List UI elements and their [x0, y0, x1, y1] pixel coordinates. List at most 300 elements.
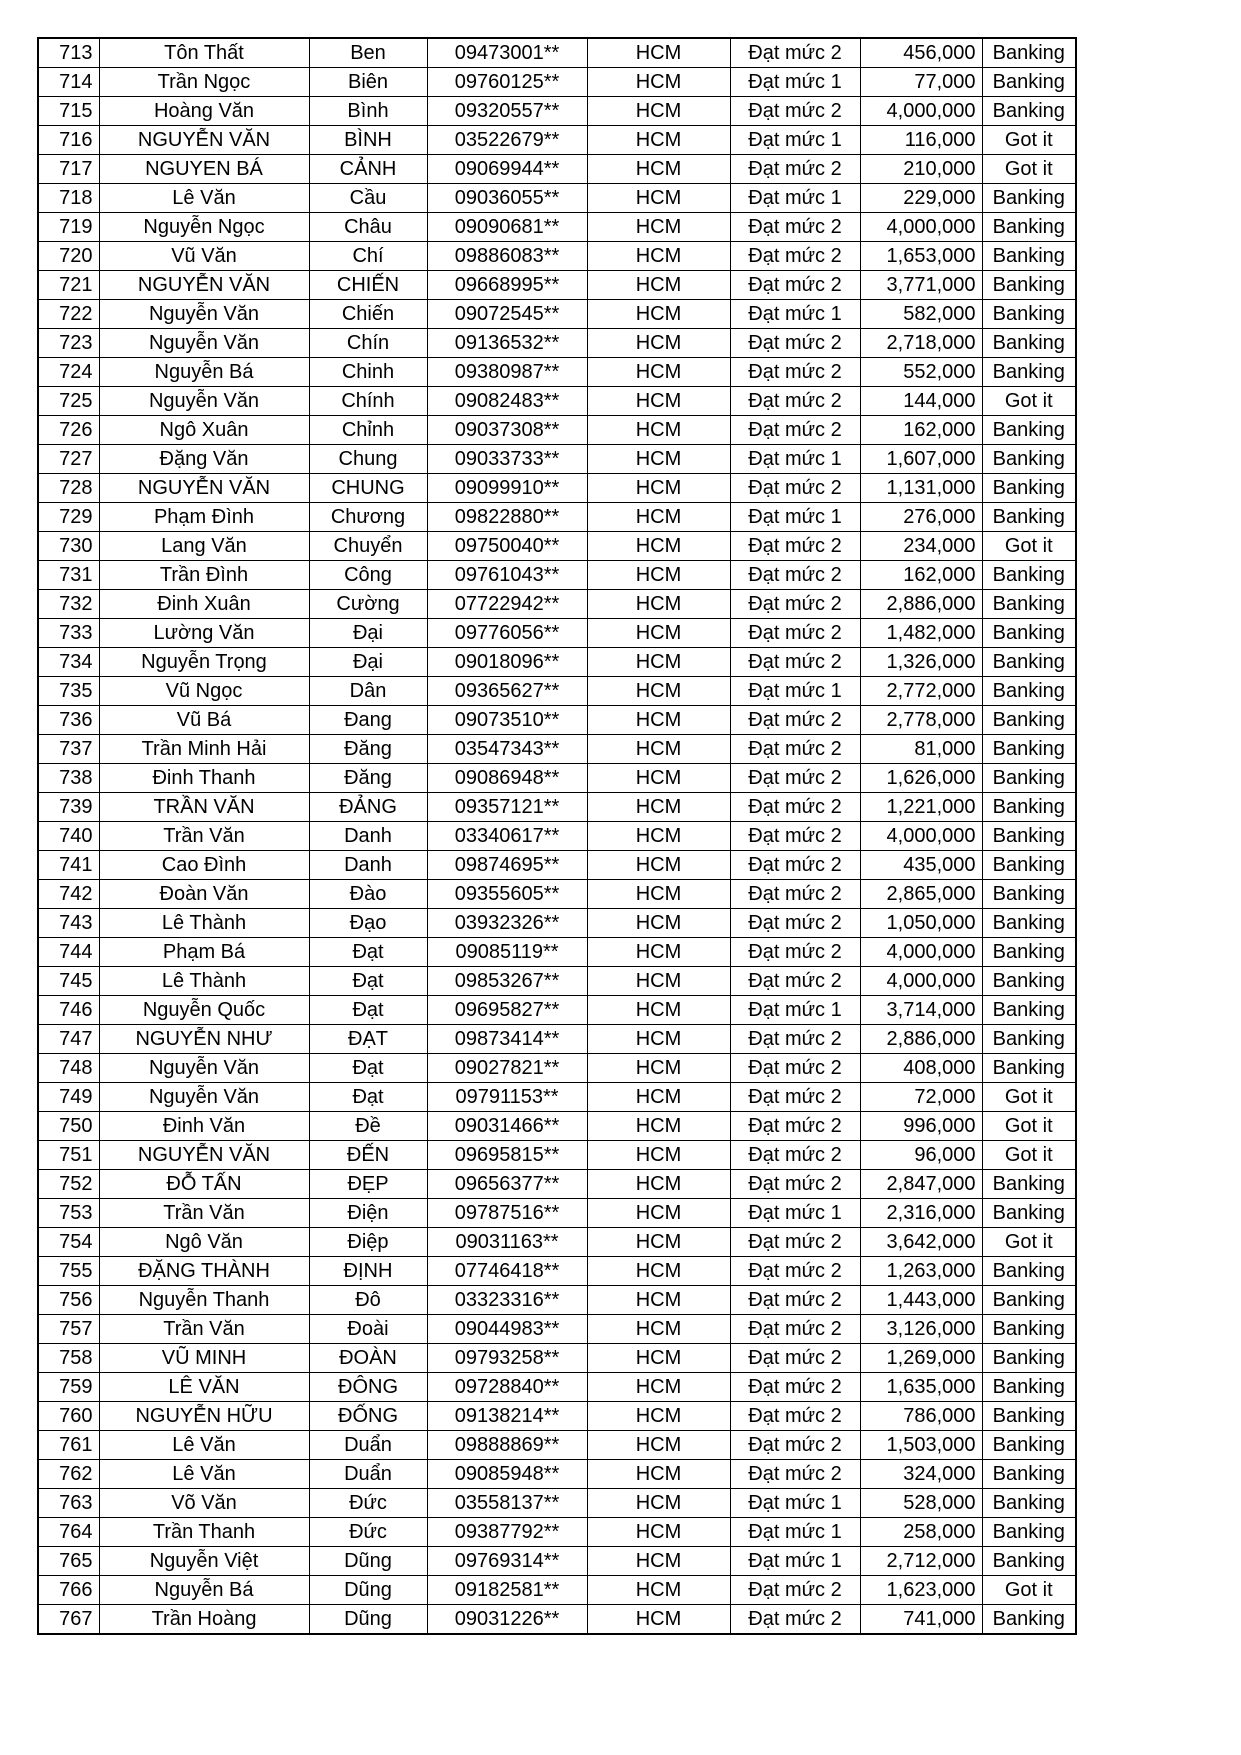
amount-cell: 96,000 — [860, 1141, 982, 1170]
given-name-cell: Đề — [309, 1112, 427, 1141]
level-cell: Đạt mức 1 — [730, 184, 860, 213]
phone-cell: 03932326** — [427, 909, 587, 938]
given-name-cell: Đạo — [309, 909, 427, 938]
given-name-cell: ĐOÀN — [309, 1344, 427, 1373]
table-row — [38, 822, 1076, 851]
level-cell: Đạt mức 2 — [730, 967, 860, 996]
region-cell: HCM — [587, 1344, 730, 1373]
surname-cell: Nguyễn Văn — [99, 300, 309, 329]
payment-method-cell: Banking — [982, 1518, 1076, 1547]
region-cell: HCM — [587, 1228, 730, 1257]
phone-cell: 09031163** — [427, 1228, 587, 1257]
phone-cell: 03547343** — [427, 735, 587, 764]
amount-cell: 552,000 — [860, 358, 982, 387]
region-cell: HCM — [587, 938, 730, 967]
surname-cell: NGUYEN BÁ — [99, 155, 309, 184]
surname-cell: Đinh Xuân — [99, 590, 309, 619]
payment-method-cell: Banking — [982, 1402, 1076, 1431]
level-cell: Đạt mức 2 — [730, 97, 860, 126]
level-cell: Đạt mức 1 — [730, 1547, 860, 1576]
table-row — [38, 996, 1076, 1025]
phone-cell: 09086948** — [427, 764, 587, 793]
table-row — [38, 445, 1076, 474]
amount-cell: 996,000 — [860, 1112, 982, 1141]
table-row — [38, 68, 1076, 97]
given-name-cell: Dũng — [309, 1547, 427, 1576]
surname-cell: Nguyễn Ngọc — [99, 213, 309, 242]
surname-cell: Nguyễn Trọng — [99, 648, 309, 677]
phone-cell: 09027821** — [427, 1054, 587, 1083]
surname-cell: Trần Ngọc — [99, 68, 309, 97]
table-row — [38, 1228, 1076, 1257]
region-cell: HCM — [587, 1402, 730, 1431]
row-number: 728 — [38, 474, 99, 503]
level-cell: Đạt mức 2 — [730, 1170, 860, 1199]
region-cell: HCM — [587, 155, 730, 184]
phone-cell: 09873414** — [427, 1025, 587, 1054]
phone-cell: 09761043** — [427, 561, 587, 590]
region-cell: HCM — [587, 764, 730, 793]
surname-cell: Lường Văn — [99, 619, 309, 648]
row-number: 726 — [38, 416, 99, 445]
given-name-cell: Chỉnh — [309, 416, 427, 445]
row-number: 729 — [38, 503, 99, 532]
level-cell: Đạt mức 2 — [730, 1228, 860, 1257]
surname-cell: Trần Văn — [99, 1199, 309, 1228]
region-cell: HCM — [587, 38, 730, 68]
table-row — [38, 967, 1076, 996]
row-number: 744 — [38, 938, 99, 967]
region-cell: HCM — [587, 1054, 730, 1083]
table-row — [38, 1141, 1076, 1170]
phone-cell: 09355605** — [427, 880, 587, 909]
row-number: 759 — [38, 1373, 99, 1402]
payment-method-cell: Banking — [982, 68, 1076, 97]
table-row — [38, 474, 1076, 503]
region-cell: HCM — [587, 503, 730, 532]
payment-method-cell: Banking — [982, 706, 1076, 735]
phone-cell: 09769314** — [427, 1547, 587, 1576]
level-cell: Đạt mức 1 — [730, 1489, 860, 1518]
table-row — [38, 880, 1076, 909]
given-name-cell: Đang — [309, 706, 427, 735]
phone-cell: 09018096** — [427, 648, 587, 677]
row-number: 765 — [38, 1547, 99, 1576]
level-cell: Đạt mức 2 — [730, 1605, 860, 1635]
amount-cell: 1,263,000 — [860, 1257, 982, 1286]
row-number: 738 — [38, 764, 99, 793]
phone-cell: 03522679** — [427, 126, 587, 155]
region-cell: HCM — [587, 300, 730, 329]
region-cell: HCM — [587, 1286, 730, 1315]
payment-method-cell: Banking — [982, 416, 1076, 445]
table-row — [38, 300, 1076, 329]
phone-cell: 09085119** — [427, 938, 587, 967]
phone-cell: 09033733** — [427, 445, 587, 474]
amount-cell: 3,714,000 — [860, 996, 982, 1025]
given-name-cell: Duẩn — [309, 1431, 427, 1460]
amount-cell: 4,000,000 — [860, 213, 982, 242]
level-cell: Đạt mức 2 — [730, 532, 860, 561]
payment-method-cell: Banking — [982, 445, 1076, 474]
payment-method-cell: Banking — [982, 184, 1076, 213]
phone-cell: 09090681** — [427, 213, 587, 242]
payment-method-cell: Banking — [982, 1315, 1076, 1344]
phone-cell: 09886083** — [427, 242, 587, 271]
payment-method-cell: Banking — [982, 97, 1076, 126]
payment-method-cell: Banking — [982, 300, 1076, 329]
region-cell: HCM — [587, 97, 730, 126]
payment-method-cell: Banking — [982, 1054, 1076, 1083]
surname-cell: Lê Văn — [99, 1460, 309, 1489]
row-number: 747 — [38, 1025, 99, 1054]
level-cell: Đạt mức 1 — [730, 1518, 860, 1547]
row-number: 717 — [38, 155, 99, 184]
amount-cell: 1,503,000 — [860, 1431, 982, 1460]
payment-method-cell: Banking — [982, 38, 1076, 68]
level-cell: Đạt mức 2 — [730, 271, 860, 300]
payment-method-cell: Banking — [982, 967, 1076, 996]
amount-cell: 2,712,000 — [860, 1547, 982, 1576]
surname-cell: Võ Văn — [99, 1489, 309, 1518]
given-name-cell: ĐẢNG — [309, 793, 427, 822]
given-name-cell: BÌNH — [309, 126, 427, 155]
surname-cell: NGUYỄN HỮU — [99, 1402, 309, 1431]
given-name-cell: Đô — [309, 1286, 427, 1315]
payment-method-cell: Banking — [982, 1199, 1076, 1228]
level-cell: Đạt mức 2 — [730, 242, 860, 271]
results-table — [37, 37, 1077, 1635]
row-number: 760 — [38, 1402, 99, 1431]
given-name-cell: Dũng — [309, 1605, 427, 1635]
amount-cell: 741,000 — [860, 1605, 982, 1635]
table-row — [38, 97, 1076, 126]
level-cell: Đạt mức 2 — [730, 1141, 860, 1170]
amount-cell: 1,482,000 — [860, 619, 982, 648]
phone-cell: 09853267** — [427, 967, 587, 996]
amount-cell: 2,847,000 — [860, 1170, 982, 1199]
level-cell: Đạt mức 2 — [730, 822, 860, 851]
amount-cell: 1,635,000 — [860, 1373, 982, 1402]
phone-cell: 09365627** — [427, 677, 587, 706]
payment-method-cell: Got it — [982, 126, 1076, 155]
amount-cell: 1,623,000 — [860, 1576, 982, 1605]
amount-cell: 229,000 — [860, 184, 982, 213]
payment-method-cell: Banking — [982, 648, 1076, 677]
given-name-cell: Đại — [309, 648, 427, 677]
phone-cell: 03323316** — [427, 1286, 587, 1315]
given-name-cell: Chí — [309, 242, 427, 271]
phone-cell: 09874695** — [427, 851, 587, 880]
row-number: 740 — [38, 822, 99, 851]
level-cell: Đạt mức 2 — [730, 706, 860, 735]
amount-cell: 3,126,000 — [860, 1315, 982, 1344]
level-cell: Đạt mức 2 — [730, 474, 860, 503]
row-number: 714 — [38, 68, 99, 97]
region-cell: HCM — [587, 387, 730, 416]
row-number: 731 — [38, 561, 99, 590]
given-name-cell: Danh — [309, 851, 427, 880]
payment-method-cell: Got it — [982, 532, 1076, 561]
phone-cell: 09473001** — [427, 38, 587, 68]
region-cell: HCM — [587, 1489, 730, 1518]
row-number: 743 — [38, 909, 99, 938]
level-cell: Đạt mức 2 — [730, 1576, 860, 1605]
phone-cell: 09031466** — [427, 1112, 587, 1141]
table-row — [38, 938, 1076, 967]
surname-cell: Trần Hoàng — [99, 1605, 309, 1635]
table-row — [38, 735, 1076, 764]
payment-method-cell: Banking — [982, 1344, 1076, 1373]
table-row — [38, 1112, 1076, 1141]
given-name-cell: Đào — [309, 880, 427, 909]
phone-cell: 09036055** — [427, 184, 587, 213]
level-cell: Đạt mức 1 — [730, 300, 860, 329]
level-cell: Đạt mức 2 — [730, 1054, 860, 1083]
payment-method-cell: Banking — [982, 329, 1076, 358]
region-cell: HCM — [587, 1315, 730, 1344]
table-body — [38, 38, 1076, 1634]
given-name-cell: Cầu — [309, 184, 427, 213]
phone-cell: 09888869** — [427, 1431, 587, 1460]
region-cell: HCM — [587, 793, 730, 822]
row-number: 733 — [38, 619, 99, 648]
table-row — [38, 329, 1076, 358]
payment-method-cell: Got it — [982, 1576, 1076, 1605]
table-row — [38, 619, 1076, 648]
region-cell: HCM — [587, 1460, 730, 1489]
given-name-cell: Chương — [309, 503, 427, 532]
table-row — [38, 1257, 1076, 1286]
table-row — [38, 532, 1076, 561]
row-number: 721 — [38, 271, 99, 300]
amount-cell: 77,000 — [860, 68, 982, 97]
table-row — [38, 677, 1076, 706]
table-row — [38, 1286, 1076, 1315]
surname-cell: Nguyễn Văn — [99, 1054, 309, 1083]
region-cell: HCM — [587, 242, 730, 271]
payment-method-cell: Banking — [982, 909, 1076, 938]
payment-method-cell: Banking — [982, 793, 1076, 822]
table-row — [38, 503, 1076, 532]
given-name-cell: Đức — [309, 1518, 427, 1547]
surname-cell: Lê Văn — [99, 1431, 309, 1460]
payment-method-cell: Got it — [982, 387, 1076, 416]
table-row — [38, 648, 1076, 677]
given-name-cell: Chính — [309, 387, 427, 416]
row-number: 730 — [38, 532, 99, 561]
level-cell: Đạt mức 2 — [730, 1344, 860, 1373]
table-row — [38, 387, 1076, 416]
row-number: 722 — [38, 300, 99, 329]
amount-cell: 1,326,000 — [860, 648, 982, 677]
table-row — [38, 590, 1076, 619]
payment-method-cell: Banking — [982, 590, 1076, 619]
payment-method-cell: Banking — [982, 1605, 1076, 1635]
payment-method-cell: Banking — [982, 474, 1076, 503]
given-name-cell: Đạt — [309, 1054, 427, 1083]
given-name-cell: ĐẾN — [309, 1141, 427, 1170]
payment-method-cell: Banking — [982, 503, 1076, 532]
table-row — [38, 213, 1076, 242]
level-cell: Đạt mức 2 — [730, 1257, 860, 1286]
surname-cell: Phạm Đình — [99, 503, 309, 532]
surname-cell: Nguyễn Quốc — [99, 996, 309, 1025]
surname-cell: Trần Minh Hải — [99, 735, 309, 764]
phone-cell: 07722942** — [427, 590, 587, 619]
surname-cell: ĐỖ TẤN — [99, 1170, 309, 1199]
given-name-cell: Điện — [309, 1199, 427, 1228]
table-row — [38, 1489, 1076, 1518]
region-cell: HCM — [587, 1025, 730, 1054]
region-cell: HCM — [587, 735, 730, 764]
phone-cell: 03340617** — [427, 822, 587, 851]
amount-cell: 234,000 — [860, 532, 982, 561]
payment-method-cell: Banking — [982, 735, 1076, 764]
table-row — [38, 242, 1076, 271]
region-cell: HCM — [587, 271, 730, 300]
region-cell: HCM — [587, 1257, 730, 1286]
region-cell: HCM — [587, 1431, 730, 1460]
row-number: 750 — [38, 1112, 99, 1141]
level-cell: Đạt mức 2 — [730, 851, 860, 880]
amount-cell: 324,000 — [860, 1460, 982, 1489]
given-name-cell: ĐÔNG — [309, 1373, 427, 1402]
payment-method-cell: Banking — [982, 677, 1076, 706]
given-name-cell: Đức — [309, 1489, 427, 1518]
row-number: 746 — [38, 996, 99, 1025]
table-row — [38, 706, 1076, 735]
row-number: 715 — [38, 97, 99, 126]
surname-cell: Đặng Văn — [99, 445, 309, 474]
given-name-cell: ĐẸP — [309, 1170, 427, 1199]
given-name-cell: ĐẠT — [309, 1025, 427, 1054]
surname-cell: VŨ MINH — [99, 1344, 309, 1373]
region-cell: HCM — [587, 474, 730, 503]
table-row — [38, 184, 1076, 213]
phone-cell: 09791153** — [427, 1083, 587, 1112]
table-row — [38, 1547, 1076, 1576]
amount-cell: 2,886,000 — [860, 1025, 982, 1054]
amount-cell: 1,607,000 — [860, 445, 982, 474]
surname-cell: Đinh Thanh — [99, 764, 309, 793]
table-row — [38, 1315, 1076, 1344]
surname-cell: NGUYỄN VĂN — [99, 1141, 309, 1170]
table-row — [38, 1518, 1076, 1547]
phone-cell: 09822880** — [427, 503, 587, 532]
given-name-cell: Biên — [309, 68, 427, 97]
given-name-cell: Đăng — [309, 735, 427, 764]
row-number: 718 — [38, 184, 99, 213]
amount-cell: 1,269,000 — [860, 1344, 982, 1373]
given-name-cell: Đạt — [309, 1083, 427, 1112]
given-name-cell: Danh — [309, 822, 427, 851]
surname-cell: ĐẶNG THÀNH — [99, 1257, 309, 1286]
region-cell: HCM — [587, 532, 730, 561]
amount-cell: 162,000 — [860, 561, 982, 590]
amount-cell: 408,000 — [860, 1054, 982, 1083]
phone-cell: 09073510** — [427, 706, 587, 735]
row-number: 751 — [38, 1141, 99, 1170]
payment-method-cell: Banking — [982, 1025, 1076, 1054]
phone-cell: 09099910** — [427, 474, 587, 503]
level-cell: Đạt mức 2 — [730, 590, 860, 619]
payment-method-cell: Got it — [982, 1141, 1076, 1170]
amount-cell: 456,000 — [860, 38, 982, 68]
payment-method-cell: Banking — [982, 1431, 1076, 1460]
payment-method-cell: Banking — [982, 851, 1076, 880]
payment-method-cell: Banking — [982, 213, 1076, 242]
level-cell: Đạt mức 2 — [730, 561, 860, 590]
phone-cell: 09320557** — [427, 97, 587, 126]
phone-cell: 09776056** — [427, 619, 587, 648]
level-cell: Đạt mức 2 — [730, 619, 860, 648]
surname-cell: Trần Đình — [99, 561, 309, 590]
level-cell: Đạt mức 2 — [730, 909, 860, 938]
payment-method-cell: Banking — [982, 271, 1076, 300]
surname-cell: Cao Đình — [99, 851, 309, 880]
phone-cell: 03558137** — [427, 1489, 587, 1518]
surname-cell: Lang Văn — [99, 532, 309, 561]
row-number: 752 — [38, 1170, 99, 1199]
given-name-cell: CẢNH — [309, 155, 427, 184]
table-row — [38, 1054, 1076, 1083]
table-row — [38, 358, 1076, 387]
surname-cell: Vũ Văn — [99, 242, 309, 271]
surname-cell: LÊ VĂN — [99, 1373, 309, 1402]
region-cell: HCM — [587, 358, 730, 387]
table-row — [38, 764, 1076, 793]
table-row — [38, 909, 1076, 938]
amount-cell: 2,316,000 — [860, 1199, 982, 1228]
phone-cell: 09668995** — [427, 271, 587, 300]
region-cell: HCM — [587, 1547, 730, 1576]
payment-method-cell: Banking — [982, 1286, 1076, 1315]
region-cell: HCM — [587, 1112, 730, 1141]
level-cell: Đạt mức 2 — [730, 1112, 860, 1141]
region-cell: HCM — [587, 445, 730, 474]
amount-cell: 116,000 — [860, 126, 982, 155]
surname-cell: Ngô Xuân — [99, 416, 309, 445]
payment-method-cell: Banking — [982, 358, 1076, 387]
amount-cell: 162,000 — [860, 416, 982, 445]
amount-cell: 1,221,000 — [860, 793, 982, 822]
amount-cell: 144,000 — [860, 387, 982, 416]
surname-cell: Đoàn Văn — [99, 880, 309, 909]
surname-cell: Trần Thanh — [99, 1518, 309, 1547]
level-cell: Đạt mức 2 — [730, 735, 860, 764]
row-number: 725 — [38, 387, 99, 416]
level-cell: Đạt mức 1 — [730, 445, 860, 474]
region-cell: HCM — [587, 996, 730, 1025]
surname-cell: TRẦN VĂN — [99, 793, 309, 822]
payment-method-cell: Banking — [982, 1489, 1076, 1518]
region-cell: HCM — [587, 967, 730, 996]
given-name-cell: Công — [309, 561, 427, 590]
level-cell: Đạt mức 1 — [730, 503, 860, 532]
surname-cell: Vũ Ngọc — [99, 677, 309, 706]
given-name-cell: Đạt — [309, 967, 427, 996]
row-number: 755 — [38, 1257, 99, 1286]
table-row — [38, 1460, 1076, 1489]
amount-cell: 276,000 — [860, 503, 982, 532]
given-name-cell: Cường — [309, 590, 427, 619]
surname-cell: Tôn Thất — [99, 38, 309, 68]
level-cell: Đạt mức 2 — [730, 213, 860, 242]
given-name-cell: Dũng — [309, 1576, 427, 1605]
region-cell: HCM — [587, 822, 730, 851]
region-cell: HCM — [587, 648, 730, 677]
